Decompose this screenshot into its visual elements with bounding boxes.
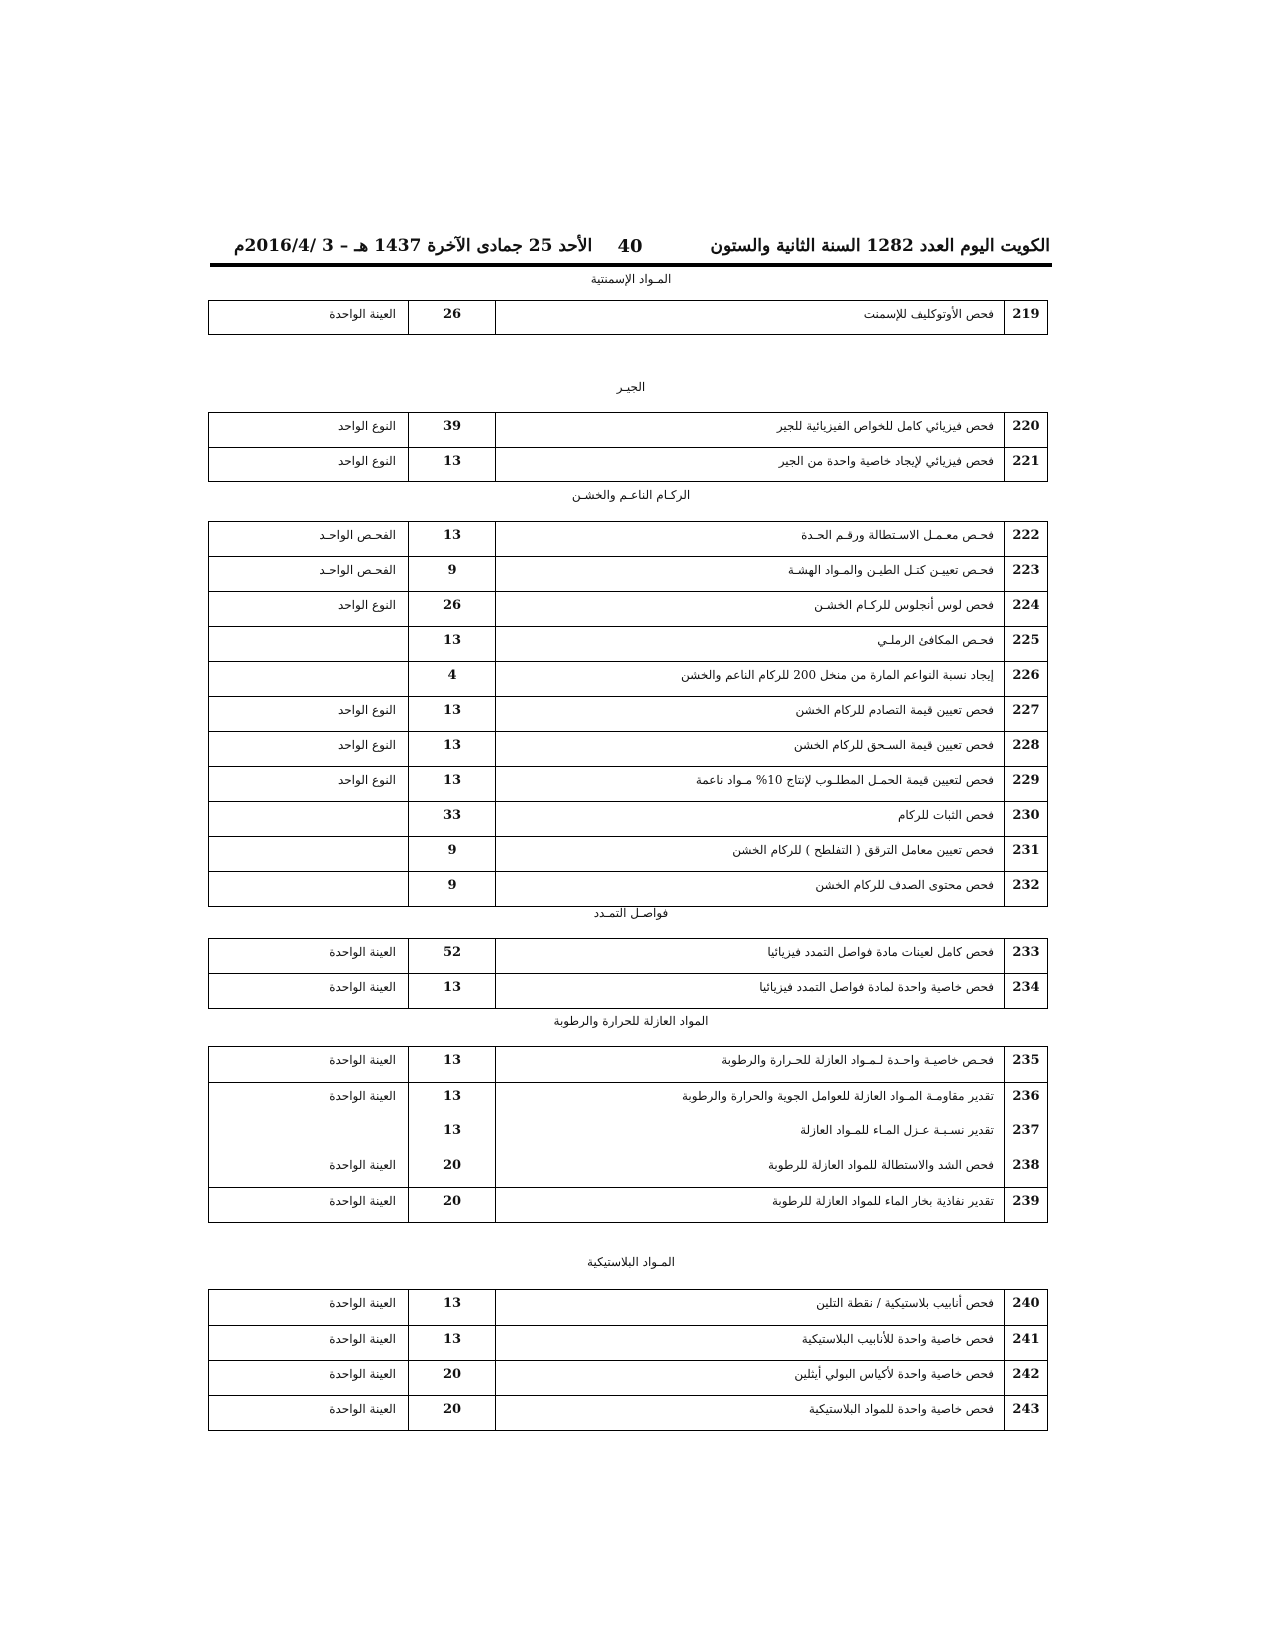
row-number: 226 (1004, 662, 1047, 696)
row-price: 52 (408, 939, 495, 973)
row-number: 221 (1004, 448, 1047, 481)
row-description: فحص تعيين قيمة السـحق للركام الخشن (495, 732, 1004, 766)
row-description: فحص الثبات للركام (495, 802, 1004, 836)
table-row (209, 766, 1047, 801)
row-description: تقدير نسـبـة عـزل المـاء للمـواد العازلة (495, 1117, 1004, 1152)
row-price: 13 (408, 1083, 495, 1117)
row-description: فحـص خاصيـة واحـدة لـمـواد العازلة للحـرارة والرطوبة (495, 1047, 1004, 1082)
row-unit (209, 837, 408, 871)
table-row (209, 522, 1047, 556)
table-row (209, 626, 1047, 661)
row-number: 222 (1004, 522, 1047, 556)
table-row (209, 661, 1047, 696)
section-title-insulation: المواد العازلة للحرارة والرطوبة (553, 1014, 709, 1028)
table-lime (208, 412, 1048, 482)
table-row (209, 1082, 1047, 1117)
table-row (209, 1187, 1047, 1222)
row-unit: العينة الواحدة (329, 307, 396, 321)
row-number: 227 (1004, 697, 1047, 731)
header-rule (210, 263, 1052, 267)
row-number: 234 (1004, 974, 1047, 1008)
row-unit: النوع الواحد (337, 738, 396, 752)
row-unit: الفحـص الواحـد (319, 563, 396, 577)
row-description: فحص لتعيين قيمة الحمـل المطلـوب لإنتاج 10% مـواد ناعمة (495, 767, 1004, 801)
table-row (209, 1325, 1047, 1360)
row-number: 223 (1004, 557, 1047, 591)
row-price: 13 (408, 1290, 495, 1325)
row-number: 219 (1004, 301, 1047, 334)
table-plastics (208, 1289, 1048, 1431)
row-unit: العينة الواحدة (329, 1296, 396, 1310)
row-unit: النوع الواحد (337, 454, 396, 468)
row-unit: النوع الواحد (337, 703, 396, 717)
row-price: 13 (408, 767, 495, 801)
row-price: 13 (408, 732, 495, 766)
table-expansion-joints (208, 938, 1048, 1009)
table-row (209, 1290, 1047, 1325)
row-unit: العينة الواحدة (329, 1402, 396, 1416)
section-title-plastics: المـواد البلاستيكية (587, 1255, 675, 1269)
row-price: 13 (408, 1117, 495, 1152)
table-row (209, 1117, 1047, 1152)
row-price: 26 (408, 592, 495, 626)
table-row (209, 973, 1047, 1008)
row-number: 242 (1004, 1361, 1047, 1395)
row-number: 236 (1004, 1083, 1047, 1117)
table-row (209, 301, 1047, 334)
row-unit (209, 872, 408, 906)
row-unit (209, 1117, 408, 1152)
row-unit: العينة الواحدة (329, 1089, 396, 1103)
row-description: فحـص المكافئ الرملـي (495, 627, 1004, 661)
section-title-expansion-joints: فواصـل التمـدد (593, 906, 669, 920)
page-number: 40 (617, 236, 643, 257)
row-number: 229 (1004, 767, 1047, 801)
row-number: 232 (1004, 872, 1047, 906)
row-price: 20 (408, 1152, 495, 1187)
section-title-aggregate: الركـام الناعـم والخشـن (571, 488, 691, 502)
row-description: تقدير نفاذية بخار الماء للمواد العازلة للرطوبة (495, 1188, 1004, 1222)
row-unit: النوع الواحد (337, 598, 396, 612)
row-number: 240 (1004, 1290, 1047, 1325)
row-number: 235 (1004, 1047, 1047, 1082)
publication-title: الكويت اليوم العدد 1282 السنة الثانية والستون (710, 236, 1050, 256)
table-row (209, 1360, 1047, 1395)
table-row (209, 591, 1047, 626)
row-unit: النوع الواحد (337, 773, 396, 787)
row-price: 13 (408, 974, 495, 1008)
table-insulation (208, 1046, 1048, 1223)
row-price: 9 (408, 872, 495, 906)
row-number: 220 (1004, 413, 1047, 447)
row-price: 13 (408, 448, 495, 481)
row-price: 13 (408, 522, 495, 556)
row-price: 9 (408, 837, 495, 871)
row-description: فحص تعيين معامل الترقق ( التفلطح ) للركام الخشن (495, 837, 1004, 871)
row-unit: الفحـص الواحـد (319, 528, 396, 542)
row-unit: العينة الواحدة (329, 1367, 396, 1381)
row-price: 13 (408, 1047, 495, 1082)
row-number: 224 (1004, 592, 1047, 626)
row-description: فحص الشد والاستطالة للمواد العازلة للرطوبة (495, 1152, 1004, 1187)
row-description: فحص خاصية واحدة لأكياس البولي أيثلين (495, 1361, 1004, 1395)
row-price: 13 (408, 627, 495, 661)
row-number: 241 (1004, 1326, 1047, 1360)
row-number: 225 (1004, 627, 1047, 661)
table-aggregate (208, 521, 1048, 907)
table-row (209, 1152, 1047, 1187)
row-unit: العينة الواحدة (329, 1053, 396, 1067)
row-description: فحص تعيين قيمة التصادم للركام الخشن (495, 697, 1004, 731)
row-description: فحص أنابيب بلاستيكية / نقطة التلين (495, 1290, 1004, 1325)
row-unit (209, 802, 408, 836)
row-number: 233 (1004, 939, 1047, 973)
row-number: 231 (1004, 837, 1047, 871)
table-row (209, 801, 1047, 836)
row-number: 239 (1004, 1188, 1047, 1222)
row-number: 243 (1004, 1396, 1047, 1430)
row-description: فحـص تعييـن كتـل الطيـن والمـواد الهشـة (495, 557, 1004, 591)
row-number: 228 (1004, 732, 1047, 766)
row-number: 238 (1004, 1152, 1047, 1187)
row-description: فحص خاصية واحدة للأنابيب البلاستيكية (495, 1326, 1004, 1360)
row-unit: العينة الواحدة (329, 1332, 396, 1346)
row-unit: العينة الواحدة (329, 1158, 396, 1172)
row-price: 20 (408, 1188, 495, 1222)
row-unit (209, 662, 408, 696)
table-row (209, 447, 1047, 481)
row-description: فحص كامل لعينات مادة فواصل التمدد فيزيائيا (495, 939, 1004, 973)
row-number: 230 (1004, 802, 1047, 836)
table-row (209, 939, 1047, 973)
row-description: فحص فيزيائي لإيجاد خاصية واحدة من الجير (495, 448, 1004, 481)
row-price: 13 (408, 697, 495, 731)
row-description: إيجاد نسبة النواعم المارة من منخل 200 للركام الناعم والخشن (495, 662, 1004, 696)
row-description: فحص لوس أنجلوس للركـام الخشـن (495, 592, 1004, 626)
row-description: فحـص معـمـل الاسـتطالة ورقـم الحـدة (495, 522, 1004, 556)
row-unit (209, 627, 408, 661)
section-title-lime: الجيـر (616, 380, 646, 394)
row-price: 4 (408, 662, 495, 696)
row-price: 13 (408, 1326, 495, 1360)
row-unit: النوع الواحد (337, 419, 396, 433)
table-row (209, 1395, 1047, 1430)
section-title-cement: المـواد الإسمنتية (590, 272, 672, 286)
table-row (209, 413, 1047, 447)
table-row (209, 731, 1047, 766)
table-cement (208, 300, 1048, 335)
issue-date: الأحد 25 جمادى الآخرة 1437 هـ – 3 /2016/4م (234, 236, 593, 256)
row-description: فحص خاصية واحدة لمادة فواصل التمدد فيزيائيا (495, 974, 1004, 1008)
row-unit: العينة الواحدة (329, 1194, 396, 1208)
row-description: فحص فيزيائي كامل للخواص الفيزيائية للجير (495, 413, 1004, 447)
table-row (209, 871, 1047, 906)
row-price: 33 (408, 802, 495, 836)
row-price: 26 (408, 301, 495, 334)
row-description: فحص الأوتوكليف للإسمنت (495, 301, 1004, 334)
table-row (209, 556, 1047, 591)
row-description: تقدير مقاومـة المـواد العازلة للعوامل الجوية والحرارة والرطوبة (495, 1083, 1004, 1117)
row-price: 20 (408, 1396, 495, 1430)
row-price: 20 (408, 1361, 495, 1395)
table-row (209, 836, 1047, 871)
page-header (210, 232, 1050, 264)
table-row (209, 696, 1047, 731)
row-price: 9 (408, 557, 495, 591)
table-row (209, 1047, 1047, 1082)
row-description: فحص خاصية واحدة للمواد البلاستيكية (495, 1396, 1004, 1430)
row-description: فحص محتوى الصدف للركام الخشن (495, 872, 1004, 906)
row-unit: العينة الواحدة (329, 980, 396, 994)
row-number: 237 (1004, 1117, 1047, 1152)
row-unit: العينة الواحدة (329, 945, 396, 959)
row-price: 39 (408, 413, 495, 447)
